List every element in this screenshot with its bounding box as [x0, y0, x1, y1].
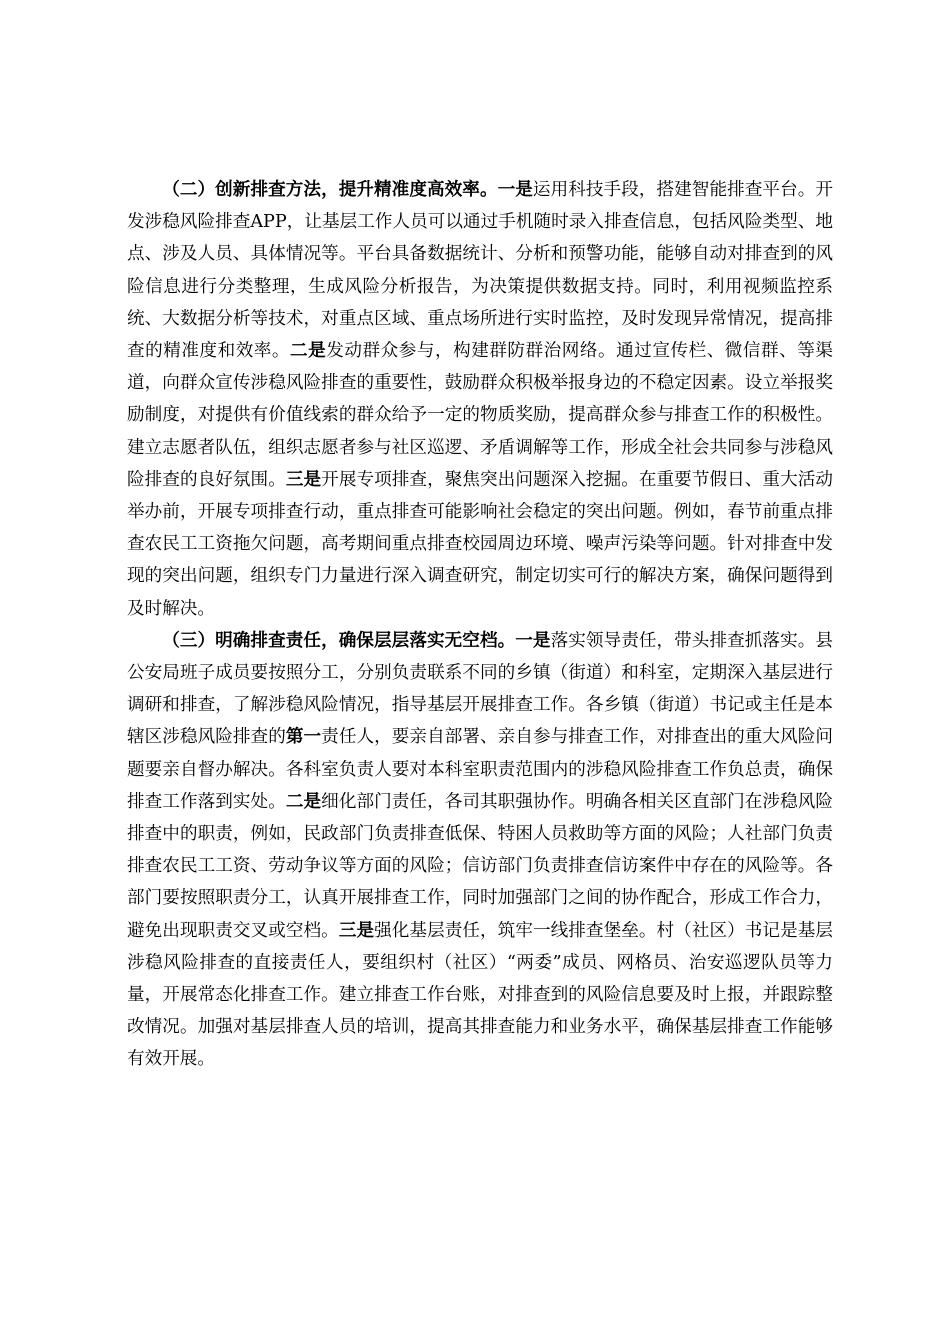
point-three-marker: 三是	[338, 919, 375, 941]
point-one-text: 落实领导责任，带头排查抓落实。县公安局班子成员要按照分工，分别负责联系不同的乡镇（街道）和科室，定期深入基层进行调研和排查，了解涉稳风险情况，指导基层开展排查工作。各乡镇（街道）书记或主任是本辖区涉稳风险排查的	[127, 630, 833, 748]
point-one-marker: 一是	[515, 629, 551, 651]
point-two-text: 发动群众参与，构建群防群治网络。通过宣传栏、微信群、等渠道，向群众宣传涉稳风险排查的重要性，鼓励群众积极举报身边的不稳定因素。设立举报奖励制度，对提供有价值线索的群众给予一定的物质奖励，提高群众参与排查工作的积极性。建立志愿者队伍，组织志愿者参与社区巡逻、矛盾调解等工作，形成全社会共同参与涉稳风险排查的良好氛围。	[127, 341, 833, 490]
point-two-marker: 二是	[290, 340, 327, 362]
paragraph-section-three	[127, 625, 833, 1076]
point-two-text: 细化部门责任，各司其职强协作。明确各相关区直部门在涉稳风险排查中的职责，例如，民政部门负责排查低保、特困人员救助等方面的风险；人社部门负责排查农民工工资、劳动争议等方面的风险；信访部门负责排查信访案件中存在的风险等。各部门要按照职责分工，认真开展排查工作，同时加强部门之间的协作配合，形成工作合力，避免出现职责交叉或空档。	[127, 791, 833, 941]
point-one-text-continued: 责任人，要亲自部署、亲自参与排查工作，对排查出的重大风险问题要亲自督办解决。各科室负责人要对本科室职责范围内的涉稳风险排查工作负总责，确保排查工作落到实处。	[127, 727, 833, 812]
document-body	[127, 174, 833, 1076]
paragraph-section-two	[127, 174, 833, 625]
point-one-marker: 一是	[497, 179, 533, 200]
point-three-text: 强化基层责任，筑牢一线排查堡垒。村（社区）书记是基层涉稳风险排查的直接责任人，要组织村（社区）“两委”成员、网格员、治安巡逻队员等力量，开展常态化排查工作。建立排查工作台账，对排查到的风险信息要及时上报，并跟踪整改情况。加强对基层排查人员的培训，提高其排查能力和业务水平，确保基层排查工作能够有效开展。	[127, 920, 833, 1070]
point-three-text: 开展专项排查，聚焦突出问题深入挖掘。在重要节假日、重大活动举办前，开展专项排查行动，重点排查可能影响社会稳定的突出问题。例如，春节前重点排查农民工工资拖欠问题，高考期间重点排查校园周边环境、噪声污染等问题。针对排查中发现的突出问题，组织专门力量进行深入调查研究，制定切实可行的解决方案，确保问题得到及时解决。	[127, 469, 833, 619]
section-two-heading: （二）创新排查方法，提升精准度高效率。	[162, 179, 498, 200]
section-three-heading: （三）明确排查责任，确保层层落实无空档。	[162, 629, 516, 651]
first-responsible-emphasis: 第一	[285, 726, 322, 748]
point-one-text: 运用科技手段，搭建智能排查平台。开发涉稳风险排查APP，让基层工作人员可以通过手机随时录入排查信息，包括风险类型、地点、涉及人员、具体情况等。平台具备数据统计、分析和预警功能，能够自动对排查到的风险信息进行分类整理，生成风险分析报告，为决策提供数据支持。同时，利用视频监控系统、大数据分析等技术，对重点区域、重点场所进行实时监控，及时发现异常情况，提高排查的精准度和效率。	[127, 180, 833, 362]
point-three-marker: 三是	[285, 468, 322, 490]
point-two-marker: 二是	[285, 790, 322, 812]
